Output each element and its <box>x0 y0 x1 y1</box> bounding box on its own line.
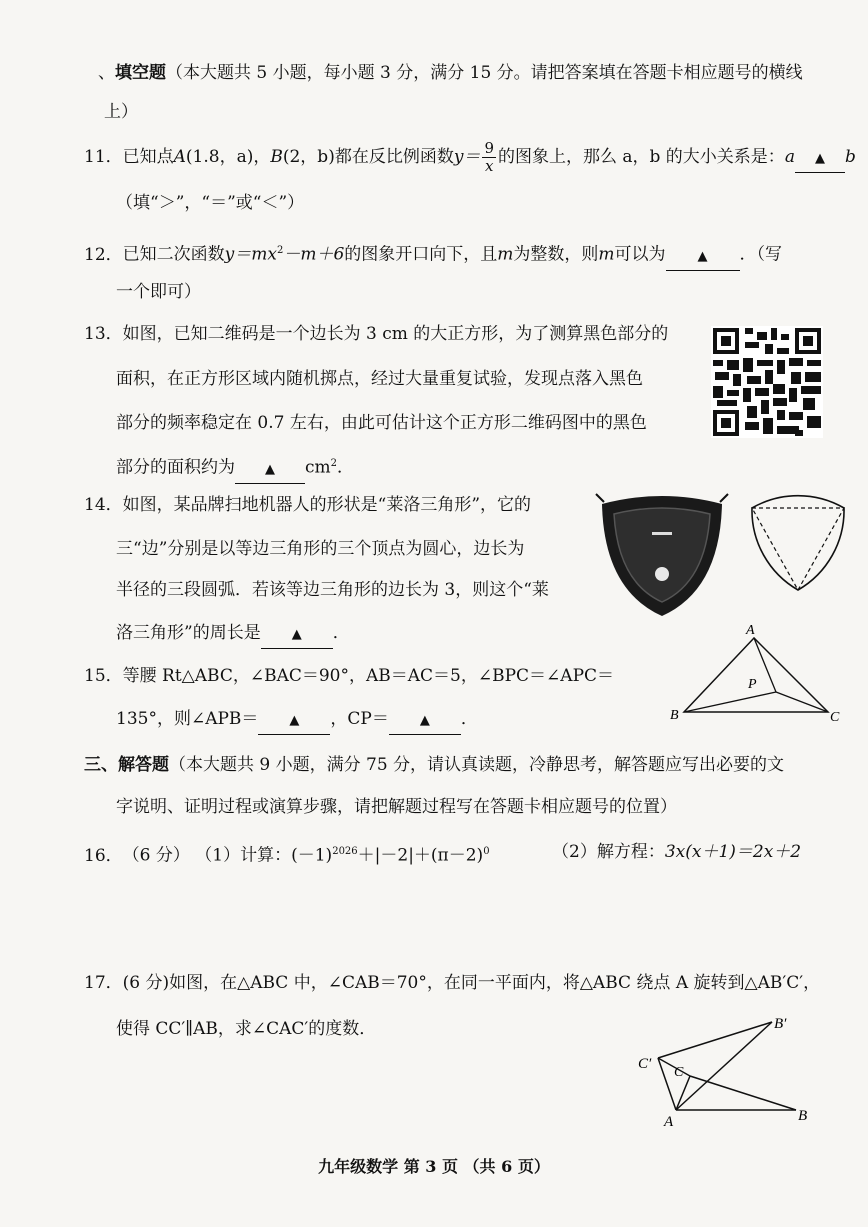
q15-line-2 <box>116 706 478 735</box>
q15-cp-text: ，CP＝ <box>330 709 389 729</box>
q11-y-eq: y＝ <box>453 147 481 167</box>
q16-part-1-expr-b: ＋|－2|＋(π－2) <box>357 845 484 866</box>
q15-line-2-end: ． <box>460 709 478 729</box>
section2-desc-1: （本大题共 5 小题，每小题 3 分，满分 15 分。请把答案填在答题卡相应题号的横线 <box>166 63 803 83</box>
robot-vacuum-figure <box>594 490 730 622</box>
q12-text-3: 为整数，则 <box>513 244 599 265</box>
q17-number: 17． <box>84 973 123 993</box>
section3-desc-1: （本大题共 9 小题，满分 75 分，请认真读题，冷静思考，解答题应写出必要的文 <box>169 755 785 775</box>
fig15-label-a: A <box>746 623 755 638</box>
q11-number: 11． <box>84 147 123 167</box>
q17-line-2: 使得 CC′∥AB，求∠CAC′的度数． <box>116 1019 377 1039</box>
q11-frac-numerator: 9 <box>484 139 494 157</box>
q11-point-b: B <box>270 147 283 167</box>
q13-number: 13． <box>84 324 123 344</box>
q17-score: (6 分) <box>122 973 170 993</box>
q14-line-4-text: 洛三角形”的周长是 <box>116 623 261 643</box>
q15-number: 15． <box>84 666 123 686</box>
section2-title: 填空题 <box>115 63 166 83</box>
q13-line-4-text: 部分的面积约为 <box>116 457 235 478</box>
q14-line-2: 三“边”分别是以等边三角形的三个顶点为圆心，边长为 <box>116 539 525 559</box>
q12-text-5: ．（写 <box>739 244 783 265</box>
q16-part-2-expr: 3x(x＋1)＝2x＋2 <box>664 842 802 862</box>
q11-line-2: （填“＞”，“＝”或“＜”） <box>116 193 305 213</box>
q12-var-m-2: m <box>598 244 615 265</box>
section2-title-line <box>98 60 803 86</box>
section3-title: 三、解答题 <box>84 755 169 775</box>
page-footer: 九年级数学 第 3 页 （共 6 页） <box>318 1157 550 1176</box>
q12-square: 2 <box>276 245 284 256</box>
q14-answer-blank[interactable]: ▲ <box>261 622 333 649</box>
q11-var-b: b <box>844 147 856 167</box>
q14-number: 14． <box>84 495 123 515</box>
q12-text-4: 可以为 <box>614 244 666 265</box>
question-11 <box>84 140 856 175</box>
fig17-label-b: B <box>798 1108 808 1124</box>
q16-score: （6 分） <box>122 845 190 866</box>
q11-frac-denominator: x <box>484 157 494 175</box>
q12-text-2: 的图象开口向下，且 <box>344 244 498 265</box>
q12-number: 12． <box>84 244 123 265</box>
question-14 <box>84 492 531 518</box>
fig17-label-b-prime: B′ <box>774 1016 787 1032</box>
q16-number: 16． <box>84 845 123 866</box>
q13-line-4 <box>116 451 354 484</box>
q11-fraction <box>482 140 496 175</box>
q17-line-1: 如图，在△ABC 中，∠CAB＝70°，在同一平面内，将△ABC 绕点 A 旋转到△AB′C′， <box>169 973 821 993</box>
q11-text-2: 都在反比例函数 <box>334 147 454 167</box>
fig15-label-b: B <box>670 708 679 723</box>
q12-func-b: －m＋6 <box>283 244 345 265</box>
q12-text-1: 已知二次函数 <box>122 244 225 265</box>
qr-code-figure <box>711 326 823 438</box>
q16-part-1-label: （1）计算： <box>195 845 292 866</box>
q16-part-2-label: （2）解方程： <box>552 842 665 862</box>
q13-line-4-end: ． <box>337 457 355 478</box>
q13-answer-blank[interactable]: ▲ <box>235 457 305 484</box>
q11-text-1: 已知点 <box>122 147 174 167</box>
q13-unit: cm <box>305 457 331 478</box>
fig15-label-c: C <box>830 710 840 725</box>
q13-line-3: 部分的频率稳定在 0.7 左右，由此可估计这个正方形二维码图中的黑色 <box>116 413 647 433</box>
q14-line-4 <box>116 620 350 649</box>
q15-apb-blank[interactable]: ▲ <box>258 708 330 735</box>
section2-marker: 、 <box>98 63 115 83</box>
triangle-abc-p-figure <box>664 620 848 730</box>
q16-part-2 <box>552 839 801 865</box>
q14-line-3: 半径的三段圆弧．若该等边三角形的边长为 3，则这个“莱 <box>116 580 549 600</box>
q11-point-a-coord: (1.8，a)， <box>185 147 271 167</box>
q11-point-b-coord: (2，b) <box>282 147 335 167</box>
q16-part-1-expr-a: (－1) <box>291 845 333 866</box>
q15-cp-blank[interactable]: ▲ <box>389 708 461 735</box>
fig17-label-c: C <box>674 1065 684 1080</box>
q16-part-1-exp: 2026 <box>332 846 358 857</box>
section2-desc-2: 上） <box>104 102 138 122</box>
q15-line-1: 等腰 Rt△ABC，∠BAC＝90°，AB＝AC＝5，∠BPC＝∠APC＝ <box>122 666 615 686</box>
section3-desc-2: 字说明、证明过程或演算步骤，请把解题过程写在答题卡相应题号的位置） <box>116 797 677 817</box>
question-17 <box>84 970 820 996</box>
q11-answer-blank[interactable]: ▲ <box>795 146 845 173</box>
question-12 <box>84 238 782 271</box>
q13-line-1: 如图，已知二维码是一个边长为 3 cm 的大正方形，为了测算黑色部分的 <box>122 324 669 344</box>
q12-var-m-1: m <box>497 244 514 265</box>
q11-var-a: a <box>784 147 795 167</box>
q12-line-2: 一个即可） <box>116 282 201 302</box>
triangle-rotation-figure <box>630 1010 820 1130</box>
fig17-label-a: A <box>664 1114 674 1130</box>
q12-func-a: y＝mx <box>224 244 277 265</box>
q11-text-3: 的图象上，那么 a，b 的大小关系是： <box>497 147 785 167</box>
question-13 <box>84 321 668 347</box>
q14-line-4-end: ． <box>332 623 350 643</box>
reuleaux-triangle-figure <box>748 494 848 596</box>
q11-point-a: A <box>173 147 186 167</box>
question-15 <box>84 663 614 689</box>
q15-line-2-text: 135°，则∠APB＝ <box>116 709 259 729</box>
q14-line-1: 如图，某品牌扫地机器人的形状是“莱洛三角形”，它的 <box>122 495 532 515</box>
q13-unit-sup: 2 <box>330 458 338 469</box>
fig15-label-p: P <box>748 677 757 692</box>
section3-title-line <box>84 752 784 778</box>
q13-line-2: 面积，在正方形区域内随机掷点，经过大量重复试验，发现点落入黑色 <box>116 369 643 389</box>
q12-answer-blank[interactable]: ▲ <box>666 244 740 271</box>
question-16 <box>84 839 490 869</box>
fig17-label-c-prime: C′ <box>638 1056 652 1072</box>
q16-part-1-exp2: 0 <box>483 846 490 857</box>
